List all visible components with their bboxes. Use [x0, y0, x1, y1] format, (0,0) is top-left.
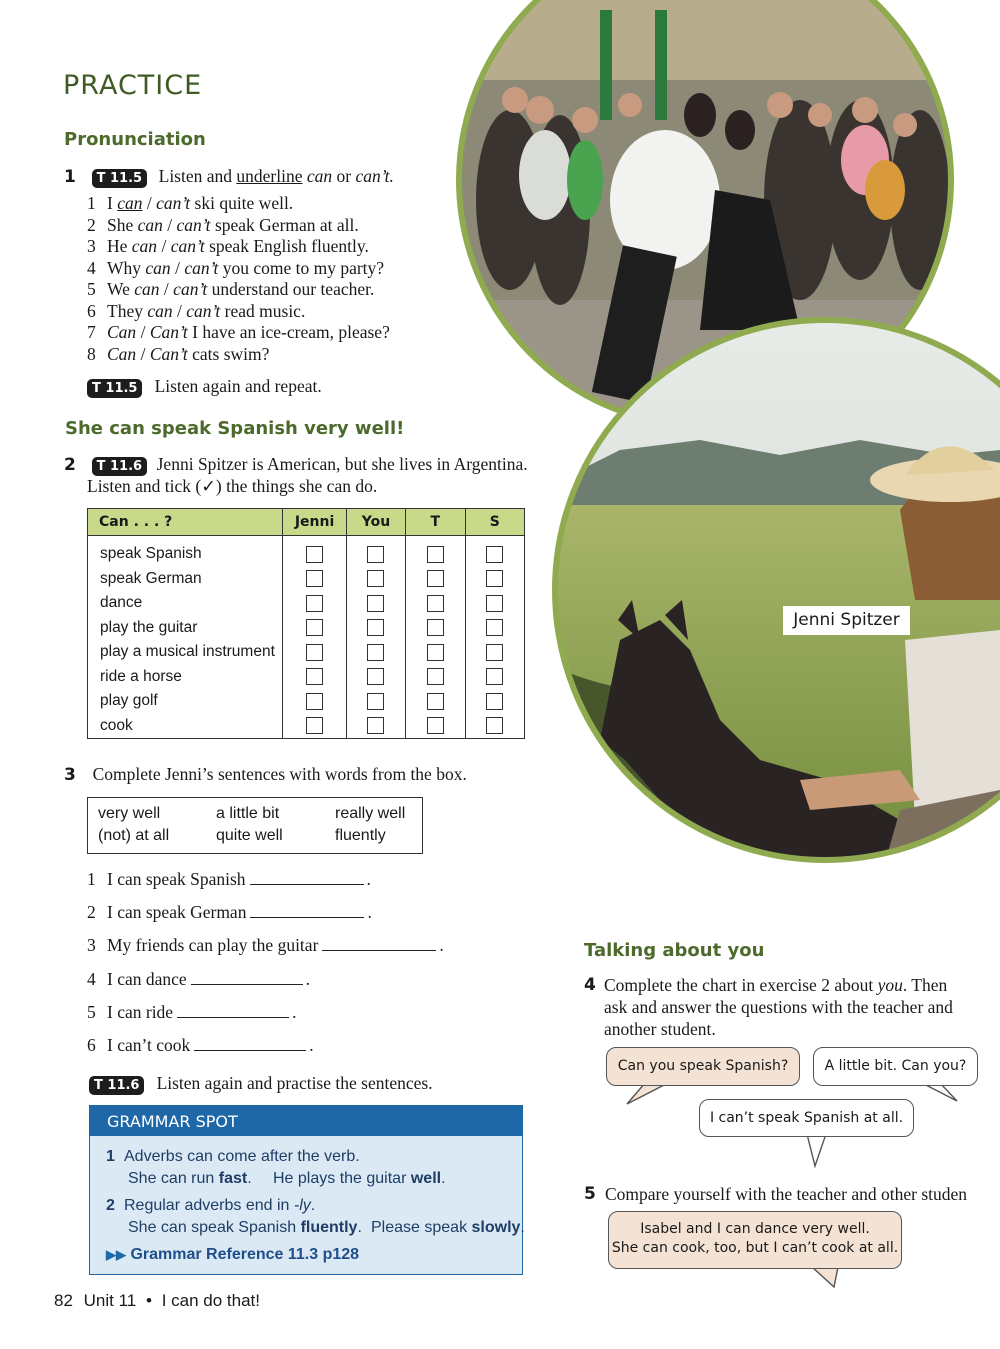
- tick-cell: [406, 714, 465, 739]
- grammar-punct: .: [357, 1219, 362, 1236]
- item-pre: She: [107, 215, 138, 235]
- grammar-punct: .: [247, 1170, 252, 1187]
- item-post: I have an ice-cream, please?: [187, 322, 390, 342]
- ex3-sentence: [87, 934, 444, 956]
- grammar-punct: .: [310, 1197, 316, 1214]
- ex4-you: you: [877, 975, 903, 995]
- exercise-number: 5: [584, 1184, 596, 1204]
- exercise-number: 4: [584, 975, 596, 995]
- pronunciation-item: [87, 215, 359, 236]
- item-pre: They: [107, 301, 148, 321]
- word-box-item: fluently: [335, 827, 386, 844]
- table-row: [88, 714, 525, 739]
- instr-can: can: [306, 166, 333, 186]
- grammar-suffix: -ly: [293, 1197, 311, 1214]
- item-slash: /: [157, 236, 171, 256]
- ability-label: play a musical instrument: [88, 640, 283, 665]
- instr-underline: underline: [236, 166, 303, 186]
- tick-checkbox[interactable]: [486, 668, 503, 685]
- bubble-text: She can cook, too, but I can’t cook at all.: [611, 1240, 899, 1256]
- page-footer: [54, 1291, 260, 1311]
- ex4-line1: [604, 975, 947, 996]
- exercise-3-instruction: [64, 764, 467, 785]
- tick-cell: [406, 536, 465, 567]
- item-number: 2: [87, 902, 96, 922]
- tick-cell: [346, 714, 405, 739]
- speech-bubble-reply: [699, 1099, 914, 1137]
- item-post: ski quite well.: [190, 193, 294, 213]
- ability-label: cook: [88, 714, 283, 739]
- table-row: [88, 616, 525, 641]
- tick-checkbox[interactable]: [367, 619, 384, 636]
- tick-checkbox[interactable]: [427, 693, 444, 710]
- table-row: [88, 689, 525, 714]
- item-n: 6: [87, 301, 96, 321]
- choice-cant[interactable]: can’t: [170, 236, 205, 256]
- tick-cell: [406, 640, 465, 665]
- item-post: speak German at all.: [210, 215, 359, 235]
- tick-cell: [465, 714, 525, 739]
- item-pre: We: [107, 279, 135, 299]
- speech-bubble-compare: [608, 1211, 902, 1269]
- tick-checkbox[interactable]: [486, 693, 503, 710]
- ex3-text: Complete Jenni’s sentences with words from the box.: [92, 764, 467, 784]
- item-slash: /: [172, 301, 187, 321]
- tick-cell: [406, 567, 465, 592]
- tick-cell: [283, 616, 347, 641]
- item-n: 7: [87, 322, 96, 342]
- table-row: [88, 665, 525, 690]
- answer-blank[interactable]: [250, 868, 364, 885]
- item-post: read music.: [220, 301, 306, 321]
- ex2-line2: Listen and tick (✓) the things she can do.: [87, 476, 378, 496]
- item-number: 1: [87, 869, 96, 889]
- ex4-line3: another student.: [604, 1019, 716, 1039]
- grammar-num: 2: [106, 1197, 115, 1214]
- tick-checkbox[interactable]: [367, 570, 384, 587]
- exercise-2-instruction: [64, 454, 528, 476]
- grammar-ex-bold: well: [410, 1170, 442, 1187]
- grammar-ex-bold: fast: [218, 1170, 248, 1187]
- ability-table: [87, 508, 525, 739]
- item-post: speak English fluently.: [204, 236, 369, 256]
- tick-checkbox[interactable]: [306, 546, 323, 563]
- tick-cell: [406, 591, 465, 616]
- sentence-end: .: [292, 1002, 297, 1022]
- exercise-number: 1: [64, 167, 76, 187]
- ex3-repeat: [89, 1073, 433, 1095]
- ability-label: speak German: [88, 567, 283, 592]
- grammar-reference-link[interactable]: [106, 1246, 359, 1264]
- item-slash: /: [136, 322, 150, 342]
- item-n: 5: [87, 279, 96, 299]
- choice-can[interactable]: can: [134, 279, 160, 299]
- pronunciation-heading: Pronunciation: [64, 129, 206, 150]
- tick-checkbox[interactable]: [486, 717, 503, 734]
- tick-checkbox[interactable]: [367, 668, 384, 685]
- answer-blank[interactable]: [194, 1034, 306, 1051]
- tick-checkbox[interactable]: [427, 644, 444, 661]
- choice-cant[interactable]: can’t: [184, 258, 219, 278]
- tick-cell: [346, 567, 405, 592]
- item-slash: /: [136, 344, 150, 364]
- unit-title: I can do that!: [161, 1291, 260, 1310]
- choice-cant[interactable]: Can’t: [149, 344, 188, 364]
- track-badge: T 11.5: [92, 169, 147, 188]
- item-slash: /: [142, 193, 157, 213]
- tick-cell: [283, 640, 347, 665]
- ex4-text-end: . Then: [902, 975, 948, 995]
- tick-checkbox[interactable]: [367, 644, 384, 661]
- ex5-text: Compare yourself with the teacher and other studen: [605, 1184, 968, 1204]
- answer-blank[interactable]: [250, 901, 364, 918]
- ex3-sentence: [87, 901, 372, 923]
- tick-cell: [465, 536, 525, 567]
- item-pre: Why: [107, 258, 146, 278]
- choice-cant[interactable]: can’t: [176, 215, 211, 235]
- unit-label: Unit 11: [83, 1291, 137, 1310]
- tick-checkbox[interactable]: [486, 644, 503, 661]
- item-slash: /: [170, 258, 185, 278]
- item-pre: I: [107, 193, 118, 213]
- ability-label: play the guitar: [88, 616, 283, 641]
- choice-cant[interactable]: can’t: [173, 279, 208, 299]
- bubble-text: I can’t speak Spanish at all.: [709, 1110, 904, 1126]
- instr-or: or: [336, 166, 352, 186]
- grammar-ex: He plays the guitar: [273, 1170, 411, 1187]
- choice-can[interactable]: Can: [107, 344, 137, 364]
- choice-can[interactable]: can: [137, 215, 163, 235]
- item-n: 1: [87, 193, 96, 213]
- grammar-ex: She can run: [128, 1170, 219, 1187]
- tick-cell: [346, 616, 405, 641]
- grammar-rule-1: Adverbs can come after the verb.: [124, 1148, 360, 1165]
- grammar-punct: .: [441, 1170, 446, 1187]
- tick-checkbox[interactable]: [486, 619, 503, 636]
- sentence-text: My friends can play the guitar: [107, 935, 319, 955]
- grammar-num: 1: [106, 1148, 115, 1165]
- ex4-text: Complete the chart in exercise 2 about: [604, 975, 878, 995]
- bubble-text: Can you speak Spanish?: [617, 1058, 789, 1074]
- grammar-punct: .: [520, 1219, 525, 1236]
- ability-label: play golf: [88, 689, 283, 714]
- tick-checkbox[interactable]: [306, 668, 323, 685]
- tick-checkbox[interactable]: [427, 595, 444, 612]
- tick-cell: [283, 567, 347, 592]
- item-pre: He: [107, 236, 132, 256]
- tick-checkbox[interactable]: [306, 717, 323, 734]
- pronunciation-item: [87, 301, 305, 322]
- grammar-rule-2: Regular adverbs end in: [124, 1197, 294, 1214]
- ex3-sentence: [87, 1001, 296, 1023]
- tick-checkbox[interactable]: [367, 717, 384, 734]
- bubble-text: A little bit. Can you?: [824, 1058, 967, 1074]
- item-number: 3: [87, 935, 96, 955]
- answer-blank[interactable]: [177, 1001, 289, 1018]
- word-box: [87, 797, 423, 854]
- track-badge: T 11.5: [87, 379, 142, 398]
- sentence-text: I can speak Spanish: [107, 869, 246, 889]
- choice-cant[interactable]: can’t: [156, 193, 191, 213]
- sentence-end: .: [439, 935, 444, 955]
- item-n: 8: [87, 344, 96, 364]
- sentence-end: .: [305, 969, 311, 989]
- tick-cell: [465, 567, 525, 592]
- tick-cell: [283, 689, 347, 714]
- tick-checkbox[interactable]: [486, 595, 503, 612]
- page-number: 82: [54, 1291, 73, 1310]
- tick-checkbox[interactable]: [427, 546, 444, 563]
- tick-cell: [465, 665, 525, 690]
- bubble-text: Isabel and I can dance very well.: [640, 1221, 870, 1237]
- tick-cell: [283, 536, 347, 567]
- tick-checkbox[interactable]: [427, 570, 444, 587]
- repeat-text: Listen again and repeat.: [154, 376, 322, 396]
- ability-label: ride a horse: [88, 665, 283, 690]
- tick-cell: [465, 640, 525, 665]
- double-arrow-icon: ▶▶: [106, 1247, 126, 1262]
- word-box-item: quite well: [216, 827, 283, 844]
- item-slash: /: [162, 215, 177, 235]
- ex3-sentence: [87, 1034, 314, 1056]
- tick-cell: [346, 665, 405, 690]
- tick-checkbox[interactable]: [306, 693, 323, 710]
- section-title: PRACTICE: [63, 70, 203, 101]
- exercise-number: 3: [64, 765, 76, 785]
- grammar-ex-bold: slowly: [471, 1219, 521, 1236]
- pronunciation-item: [87, 193, 293, 214]
- tick-cell: [406, 616, 465, 641]
- tick-checkbox[interactable]: [306, 595, 323, 612]
- ability-label: dance: [88, 591, 283, 616]
- tick-checkbox[interactable]: [306, 644, 323, 661]
- exercise-number: 2: [64, 455, 76, 475]
- table-header: T: [406, 509, 465, 536]
- answer-blank[interactable]: [322, 934, 436, 951]
- photo-caption: Jenni Spitzer: [783, 606, 910, 635]
- item-number: 6: [87, 1035, 96, 1055]
- instr-cant: can’t.: [355, 166, 394, 186]
- choice-can[interactable]: can: [145, 258, 171, 278]
- tick-cell: [465, 591, 525, 616]
- item-number: 4: [87, 969, 96, 989]
- tick-checkbox[interactable]: [306, 619, 323, 636]
- answer-blank[interactable]: [191, 968, 303, 985]
- sentence-text: I can speak German: [107, 902, 247, 922]
- tick-cell: [346, 591, 405, 616]
- spanish-heading: She can speak Spanish very well!: [65, 418, 405, 439]
- sentence-end: .: [309, 1035, 314, 1055]
- word-box-item: very well: [98, 805, 161, 822]
- tick-checkbox[interactable]: [427, 619, 444, 636]
- ability-label: speak Spanish: [88, 536, 283, 567]
- sentence-end: .: [367, 902, 372, 922]
- grammar-spot: [89, 1105, 523, 1275]
- pronunciation-item: [87, 236, 369, 257]
- table-row: [88, 640, 525, 665]
- tick-cell: [465, 616, 525, 641]
- table-row: [88, 536, 525, 567]
- ex3-repeat-text: Listen again and practise the sentences.: [156, 1073, 433, 1093]
- pronunciation-item: [87, 258, 384, 279]
- tick-checkbox[interactable]: [306, 570, 323, 587]
- ex2-line1: Jenni Spitzer is American, but she lives in Argentina.: [156, 454, 528, 474]
- choice-cant[interactable]: Can’t: [149, 322, 188, 342]
- pronunciation-item: [87, 344, 269, 365]
- tick-cell: [346, 536, 405, 567]
- tick-cell: [465, 689, 525, 714]
- word-box-item: really well: [335, 805, 406, 822]
- choice-can[interactable]: can: [131, 236, 158, 256]
- sentence-text: I can dance: [107, 969, 187, 989]
- grammar-ex: Please speak: [371, 1219, 472, 1236]
- ex3-sentence: [87, 868, 371, 890]
- pronunciation-item: [87, 279, 374, 300]
- tick-cell: [406, 689, 465, 714]
- ex4-line2: ask and answer the questions with the teacher and: [604, 997, 953, 1017]
- tick-checkbox[interactable]: [427, 668, 444, 685]
- grammar-spot-title: GRAMMAR SPOT: [90, 1106, 522, 1136]
- item-n: 4: [87, 258, 96, 278]
- grammar-ex: She can speak Spanish: [128, 1219, 301, 1236]
- table-row: [88, 591, 525, 616]
- item-number: 5: [87, 1002, 96, 1022]
- speech-bubble-question: [606, 1047, 800, 1086]
- sentence-text: I can ride: [107, 1002, 174, 1022]
- tick-cell: [283, 714, 347, 739]
- tick-checkbox[interactable]: [367, 693, 384, 710]
- item-post: you come to my party?: [218, 258, 385, 278]
- choice-cant[interactable]: can’t: [186, 301, 221, 321]
- sentence-text: I can’t cook: [107, 1035, 191, 1055]
- choice-can[interactable]: can: [147, 301, 173, 321]
- grammar-ex-bold: fluently: [300, 1219, 358, 1236]
- item-n: 2: [87, 215, 96, 235]
- tick-checkbox[interactable]: [427, 717, 444, 734]
- track-badge: T 11.6: [89, 1076, 144, 1095]
- item-n: 3: [87, 236, 96, 256]
- tick-checkbox[interactable]: [486, 570, 503, 587]
- table-header: Jenni: [283, 509, 347, 536]
- table-row: [88, 567, 525, 592]
- choice-can[interactable]: can: [117, 193, 143, 213]
- bullet: •: [146, 1291, 152, 1310]
- instr-text: Listen and: [158, 166, 233, 186]
- tick-cell: [283, 665, 347, 690]
- pronunciation-item: [87, 322, 390, 343]
- table-header: S: [465, 509, 525, 536]
- tick-cell: [283, 591, 347, 616]
- table-header: Can . . . ?: [88, 509, 283, 536]
- tick-checkbox[interactable]: [367, 595, 384, 612]
- tick-cell: [406, 665, 465, 690]
- track-badge: T 11.6: [92, 457, 147, 476]
- tick-cell: [346, 640, 405, 665]
- ex3-sentence: [87, 968, 310, 990]
- choice-can[interactable]: Can: [107, 322, 137, 342]
- item-slash: /: [159, 279, 174, 299]
- item-post: cats swim?: [187, 344, 270, 364]
- word-box-item: a little bit: [216, 805, 280, 822]
- tick-checkbox[interactable]: [367, 546, 384, 563]
- exercise-1-instruction: [64, 166, 394, 188]
- talking-heading: Talking about you: [584, 940, 765, 961]
- repeat-instruction: [87, 376, 322, 398]
- word-box-item: (not) at all: [98, 827, 170, 844]
- item-post: understand our teacher.: [207, 279, 375, 299]
- table-header: You: [346, 509, 405, 536]
- speech-bubble-answer: [813, 1047, 978, 1086]
- grammar-reference-text: Grammar Reference 11.3 p128: [130, 1246, 360, 1263]
- tick-cell: [346, 689, 405, 714]
- tick-checkbox[interactable]: [486, 546, 503, 563]
- sentence-end: .: [366, 869, 371, 889]
